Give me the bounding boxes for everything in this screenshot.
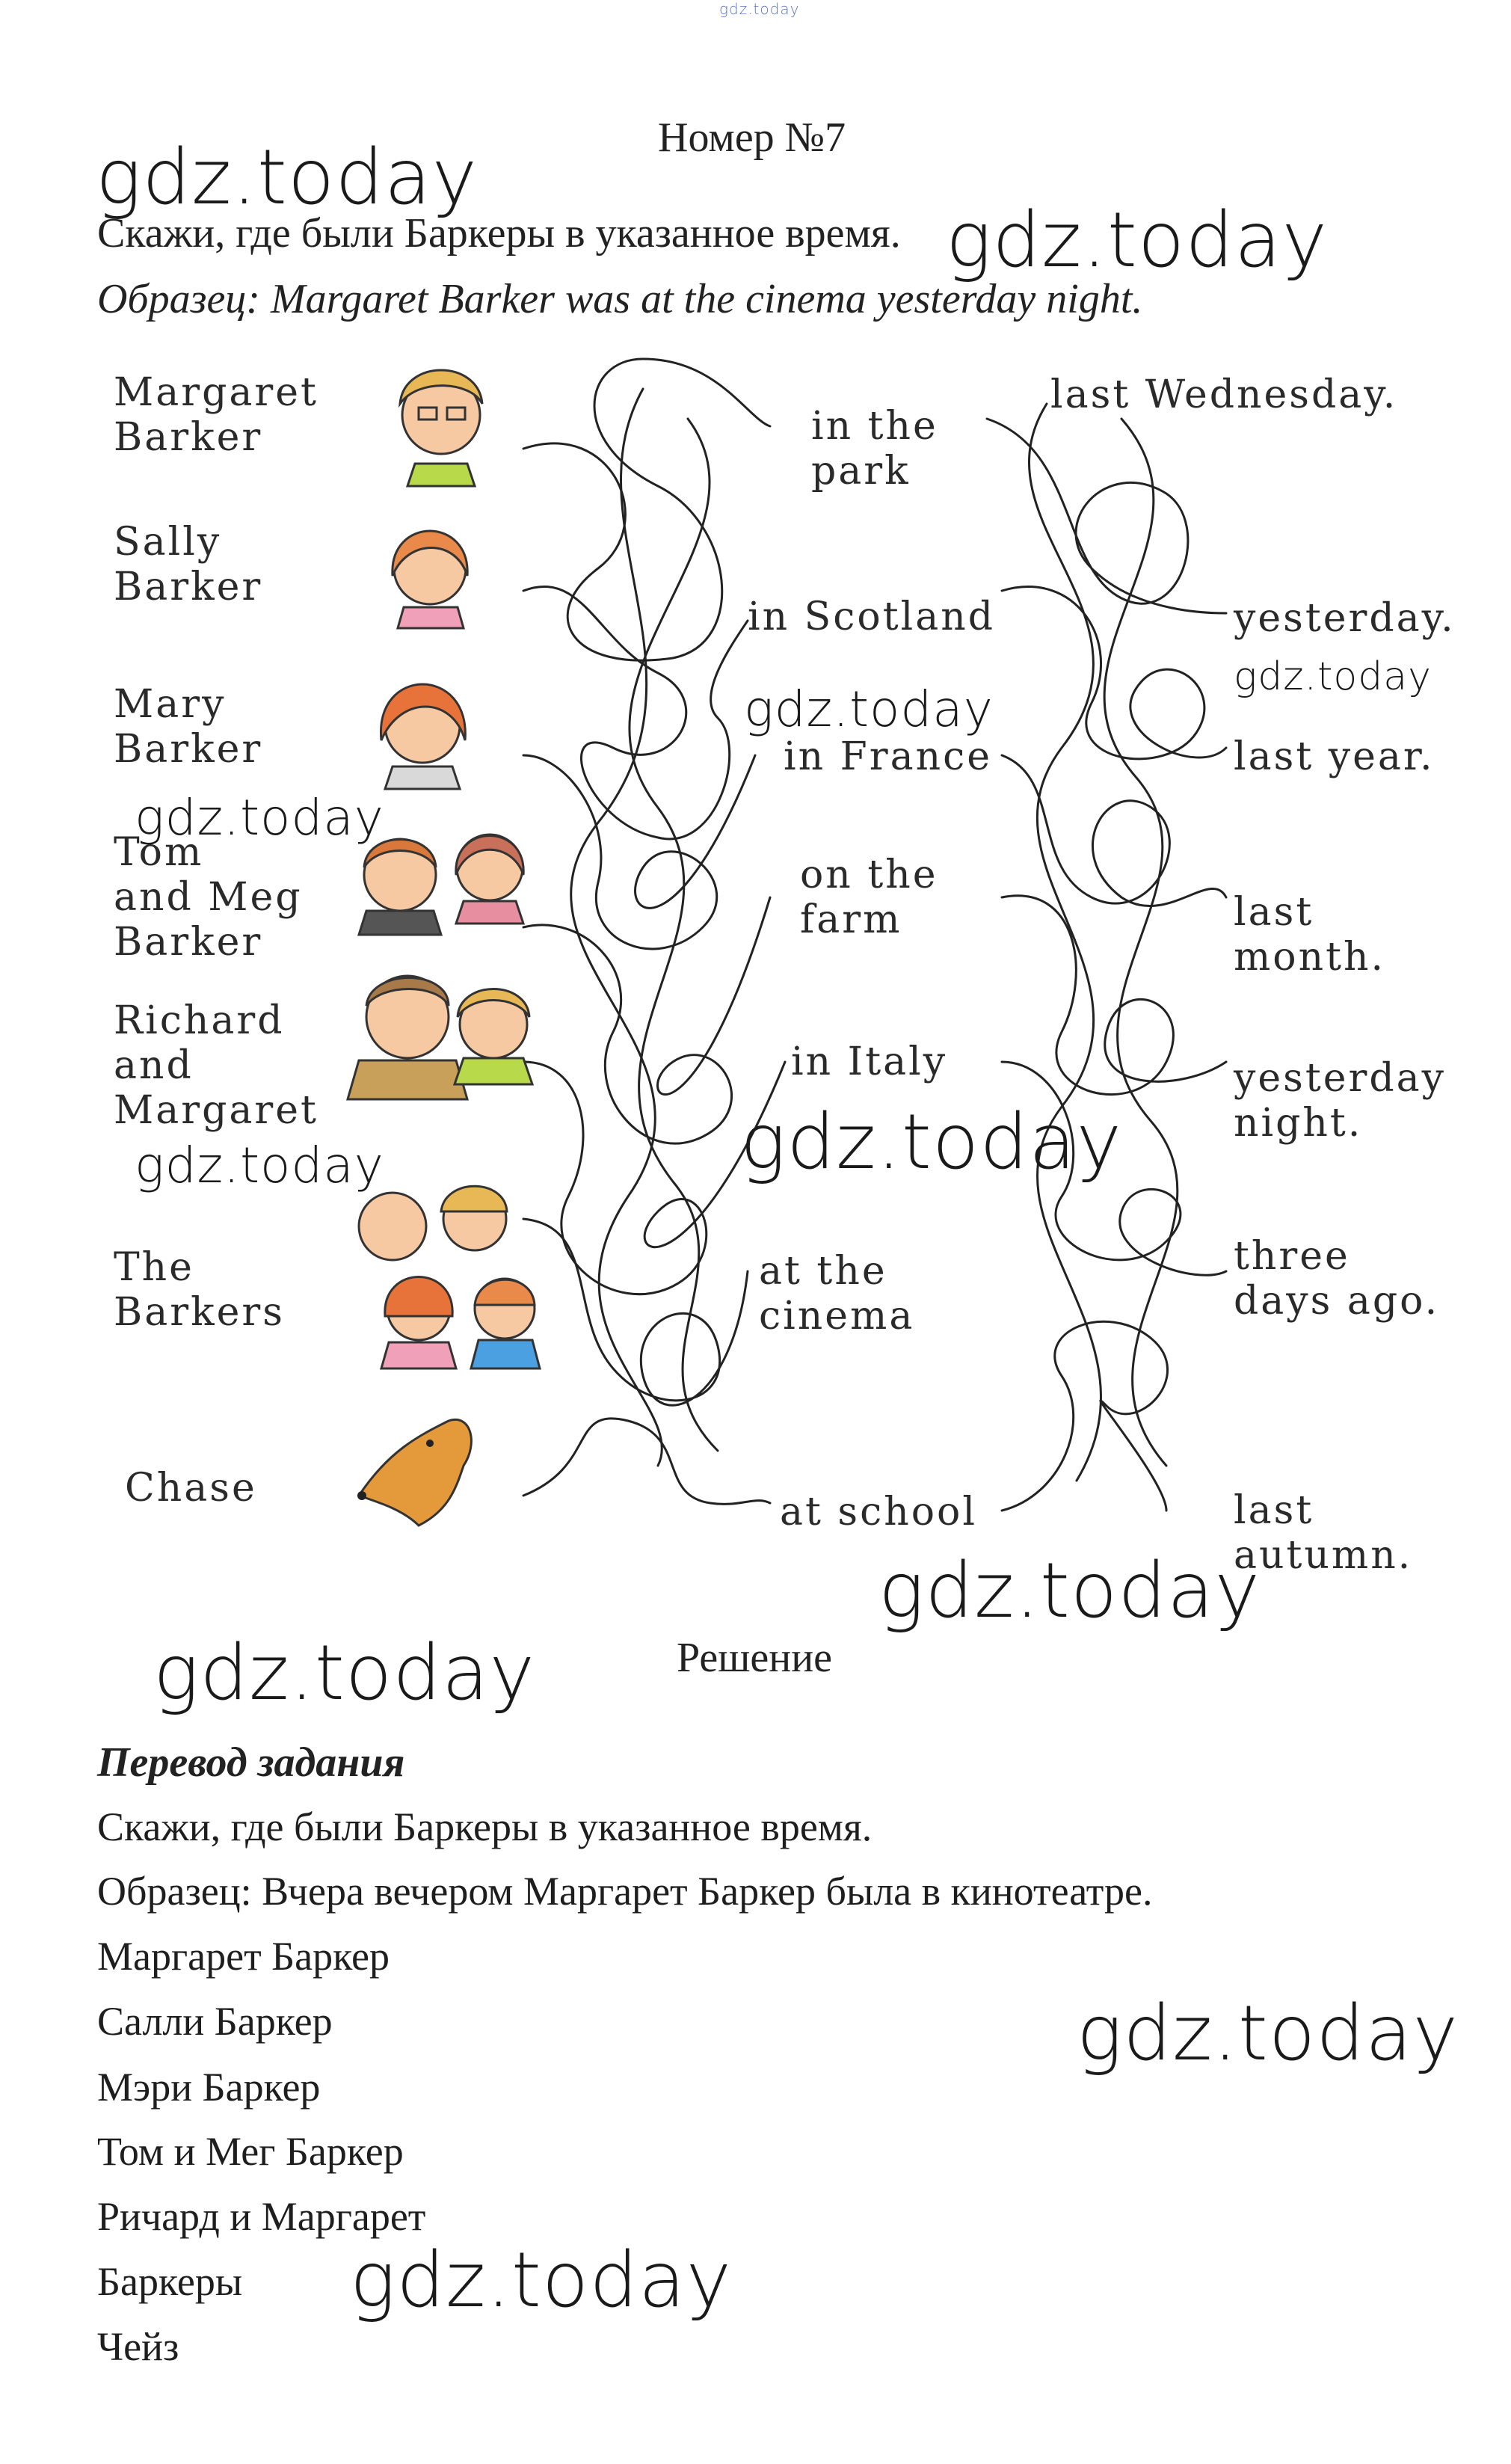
time-label: yesterday night. (1234, 1056, 1447, 1146)
time-label: last autumn. (1234, 1488, 1413, 1578)
watermark: gdz.today (740, 1098, 1122, 1187)
watermark-small: gdz.today (719, 0, 800, 18)
portrait-tom-and-meg-icon (359, 835, 523, 935)
watermark: gdz.today (96, 133, 478, 222)
person-label: Tom and Meg Barker (114, 830, 303, 965)
place-label: at school (780, 1490, 977, 1534)
watermark: gdz.today (946, 196, 1328, 285)
portrait-sally-icon (393, 531, 467, 628)
watermark: gdz.today (878, 1546, 1261, 1635)
watermark: gdz.today (135, 1137, 384, 1194)
watermark: gdz.today (350, 2236, 732, 2325)
translation-line: Том и Мег Баркер (97, 2129, 404, 2174)
watermark: gdz.today (135, 789, 384, 847)
translation-line: Маргарет Баркер (97, 1934, 390, 1979)
solution-heading: Решение (677, 1635, 833, 1681)
translation-line: Баркеры (97, 2259, 243, 2304)
portrait-richard-and-margaret-icon (348, 976, 532, 1099)
example-sentence: Образец: Margaret Barker was at the cinema yesterday night. (97, 276, 1143, 322)
portrait-barkers-family-icon (359, 1186, 540, 1368)
watermark: gdz.today (1234, 654, 1432, 699)
person-label: The Barkers (114, 1245, 285, 1335)
place-label: in France (784, 734, 992, 779)
watermark: gdz.today (153, 1629, 535, 1718)
time-label: last month. (1234, 890, 1386, 980)
place-label: in Scotland (748, 595, 996, 639)
time-label: last year. (1234, 734, 1435, 779)
person-label: Richard and Margaret (114, 998, 318, 1133)
translation-line: Скажи, где были Баркеры в указанное время. (97, 1804, 873, 1849)
person-label: Sally Barker (114, 520, 263, 609)
place-label: on the farm (800, 852, 938, 942)
time-label: last Wednesday. (1050, 372, 1398, 417)
translation-line: Чейз (97, 2324, 179, 2369)
translation-heading: Перевод задания (97, 1739, 405, 1786)
place-label: in Italy (791, 1039, 948, 1084)
translation-line: Салли Баркер (97, 1999, 333, 2044)
translation-line: Ричард и Маргарет (97, 2194, 426, 2239)
watermark: gdz.today (1077, 1989, 1459, 2078)
time-label: yesterday. (1234, 596, 1456, 641)
person-label: Chase (125, 1466, 257, 1511)
person-label: Mary Barker (114, 682, 263, 772)
portrait-margaret-icon (400, 370, 482, 486)
translation-line: Образец: Вчера вечером Маргарет Баркер была в кинотеатре. (97, 1869, 1153, 1914)
person-label: Margaret Barker (114, 370, 318, 460)
dog-chase-icon (357, 1419, 471, 1526)
portrait-mary-icon (381, 684, 465, 789)
place-label: at the cinema (759, 1249, 915, 1339)
translation-line: Мэри Баркер (97, 2065, 321, 2110)
watermark: gdz.today (744, 680, 994, 738)
task-statement: Скажи, где были Баркеры в указанное время. (97, 210, 901, 256)
time-label: three days ago. (1234, 1234, 1440, 1324)
page-title: Номер №7 (658, 114, 846, 161)
place-label: in the park (811, 404, 938, 494)
